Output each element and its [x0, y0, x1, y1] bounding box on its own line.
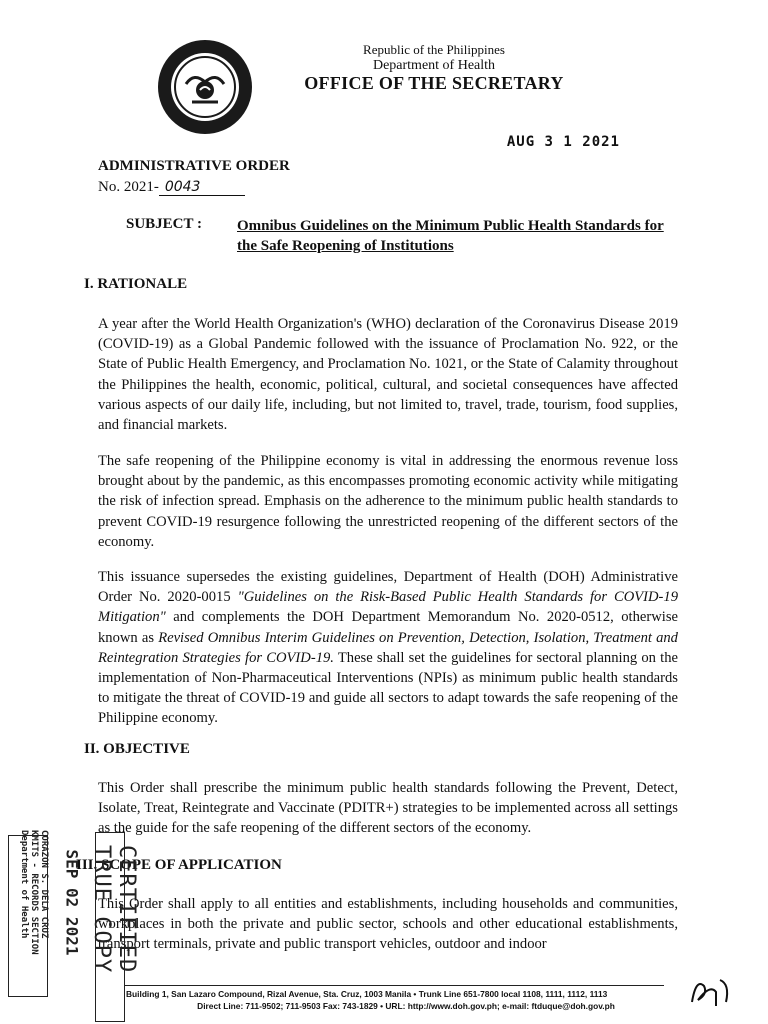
initials-signature	[686, 972, 736, 1017]
rationale-paragraph-2: The safe reopening of the Philippine economy is vital in addressing the enormous revenue loss brought about by the pandemic, as this encompasses promoting economic activity while mitigating the risk of infection spread. Emphasis on the adherence to the minimum public health standards to prevent COVID-19 resurgence following the unrestricted reopening of the different sectors of the economy.	[98, 453, 678, 550]
rationale-paragraph-1: A year after the World Health Organization's (WHO) declaration of the Coronavirus Disease 2019 (COVID-19) as a Global Pandemic followed with the issuance of Proclamation No. 922, or the State of Public Health Emergency, and Proclamation No. 1021, or the State of Calamity throughout the Philippines the health, economic, political, cultural, and societal consequences have affected various aspects of our daily life, including, but not limited to, travel, trade, tourism, food supplies, and financial markets.	[98, 316, 678, 434]
order-number-prefix: No. 2021-	[98, 179, 159, 195]
section-heading-rationale: I. RATIONALE	[84, 276, 188, 292]
p3-title-memo: Revised Omnibus Interim Guidelines on Prevention, Detection, Isolation, Treatment and Reintegration Strategies for COVID-19.	[98, 629, 678, 666]
records-stamp	[19, 830, 49, 1010]
p3-title-ao: "Guidelines on the Risk-Based Public Health Standards for COVID-19 Mitigation"	[98, 589, 679, 626]
p3-text-a: This issuance supersedes the existing guidelines, Department of Health (DOH) Administrative Order No. 2020-0015	[98, 569, 678, 606]
stamp-name: CORAZON S. DELA CRUZ	[39, 830, 49, 939]
section-heading-scope: III. SCOPE OF APPLICATION	[76, 857, 282, 873]
footer-divider	[124, 985, 664, 986]
order-number: 0043	[159, 179, 245, 196]
objective-paragraph-1: This Order shall prescribe the minimum public health standards following the Prevent, Detect, Isolate, Treat, Reintegrate and Vaccinate (PDITR+) strategies to be implemented across all settings as the guide for the safe reopening of the different sectors of the economy.	[98, 780, 678, 837]
certified-stamp: CERTIFIED TRUE COPY	[89, 845, 139, 974]
order-title: ADMINISTRATIVE ORDER	[98, 158, 290, 174]
stamp-date: SEP 02 2021	[62, 849, 82, 956]
order-number-line	[98, 179, 245, 196]
signature-icon	[686, 972, 736, 1012]
p3-text-c: and complements the DOH Department Memorandum No. 2020-0512, otherwise known as	[98, 609, 678, 646]
subject-text: Omnibus Guidelines on the Minimum Public Health Standards for the Safe Reopening of Institutions	[237, 218, 664, 254]
stamp-dept: Department of Health	[19, 830, 29, 939]
header-department: Department of Health	[372, 58, 496, 73]
p3-text-e: These shall set the guidelines for sectoral planning on the implementation of Non-Pharmaceutical Interventions (NPIs) as minimum public health standards to mitigate the threat of COVID-19 and guide all sectors to adapt towards the safe reopening of the Philippine economy.	[98, 649, 678, 727]
subject-label: SUBJECT :	[126, 216, 202, 232]
header-republic: Republic of the Philippines	[363, 42, 505, 57]
stamp-section: KMITS - RECORDS SECTION	[29, 830, 39, 955]
footer-address: Building 1, San Lazaro Compound, Rizal Avenue, Sta. Cruz, 1003 Manila • Trunk Line 651-7800 local 1108, 1111, 1112, 1113	[126, 989, 608, 999]
section-heading-objective: II. OBJECTIVE	[84, 741, 190, 757]
rationale-paragraph-3	[98, 567, 678, 729]
footer-contact: Direct Line: 711-9502; 711-9503 Fax: 743-1829 • URL: http://www.doh.gov.ph; e-mail: ftduque@doh.gov.ph	[197, 1001, 615, 1011]
order-date: AUG 3 1 2021	[506, 134, 620, 150]
scope-paragraph-1: This Order shall apply to all entities and establishments, including households and communities, workplaces in both the private and public sector, schools and other educational establishments, transport terminals, private and public transport vehicles, outdoor and indoor	[98, 896, 678, 953]
header-office: OFFICE OF THE SECRETARY	[304, 73, 564, 93]
